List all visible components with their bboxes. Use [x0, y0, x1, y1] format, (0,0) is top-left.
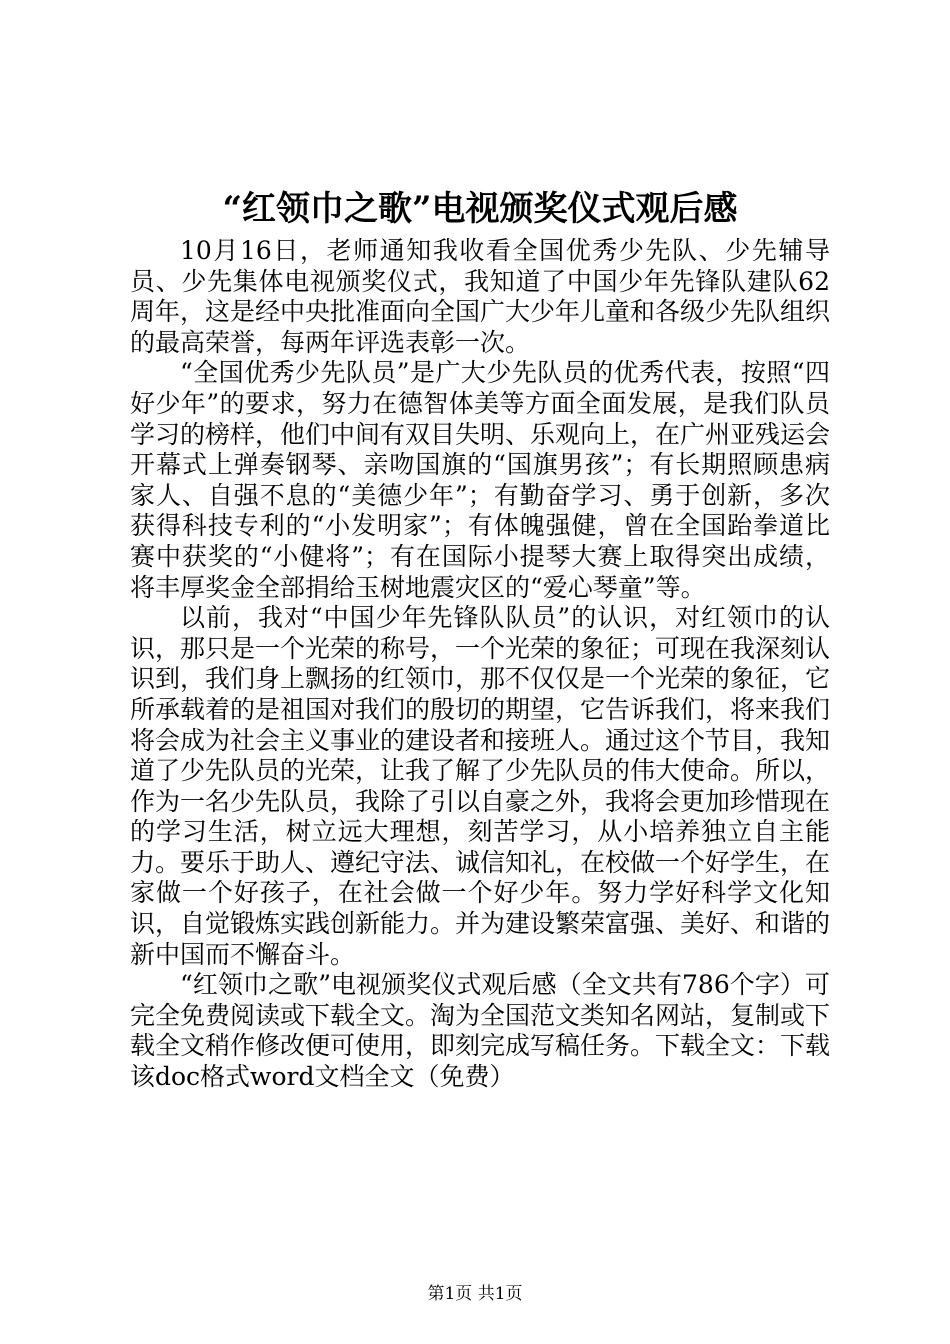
paragraph-1: 10月16日，老师通知我收看全国优秀少先队、少先辅导员、少先集体电视颁奖仪式，我知道了中国少年先锋队建队62周年，这是经中央批准面向全国广大少年儿童和各级少先队组织的最高荣誉，每两年评选表彰一次。 — [130, 236, 831, 357]
document-title: “红领巾之歌”电视颁奖仪式观后感 — [222, 189, 738, 229]
page-number-footer: 第1页 共1页 — [427, 1284, 523, 1304]
paragraph-4: “红领巾之歌”电视颁奖仪式观后感（全文共有786个字）可完全免费阅读或下载全文。淘为全国范文类知名网站，复制或下载全文稍作修改便可使用，即刻完成写稿任务。下载全文：下载该doc格式word文档全文（免费） — [130, 970, 831, 1092]
document-body — [130, 236, 830, 1093]
paragraph-3: 以前，我对“中国少年先锋队队员”的认识，对红领巾的认识，那只是一个光荣的称号，一个光荣的象征；可现在我深刻认识到，我们身上飘扬的红领巾，那不仅仅是一个光荣的象征，它所承载着的是祖国对我们的殷切的期望，它告诉我们，将来我们将会成为社会主义事业的建设者和接班人。通过这个节目，我知道了少先队员的光荣，让我了解了少先队员的伟大使命。所以，作为一名少先队员，我除了引以自豪之外，我将会更加珍惜现在的学习生活，树立远大理想，刻苦学习，从小培养独立自主能力。要乐于助人、遵纪守法、诚信知礼，在校做一个好学生，在家做一个好孩子，在社会做一个好少年。努力学好科学文化知识，自觉锻炼实践创新能力。并为建设繁荣富强、美好、和谐的新中国而不懈奋斗。 — [130, 603, 831, 969]
paragraph-2: “全国优秀少先队员”是广大少先队员的优秀代表，按照“四好少年”的要求，努力在德智体美等方面全面发展，是我们队员学习的榜样，他们中间有双目失明、乐观向上，在广州亚残运会开幕式上弹奏钢琴、亲吻国旗的“国旗男孩”；有长期照顾患病家人、自强不息的“美德少年”；有勤奋学习、勇于创新，多次获得科技专利的“小发明家”；有体魄强健，曾在全国跆拳道比赛中获奖的“小健将”；有在国际小提琴大赛上取得突出成绩，将丰厚奖金全部捐给玉树地震灾区的“爱心琴童”等。 — [130, 358, 831, 602]
